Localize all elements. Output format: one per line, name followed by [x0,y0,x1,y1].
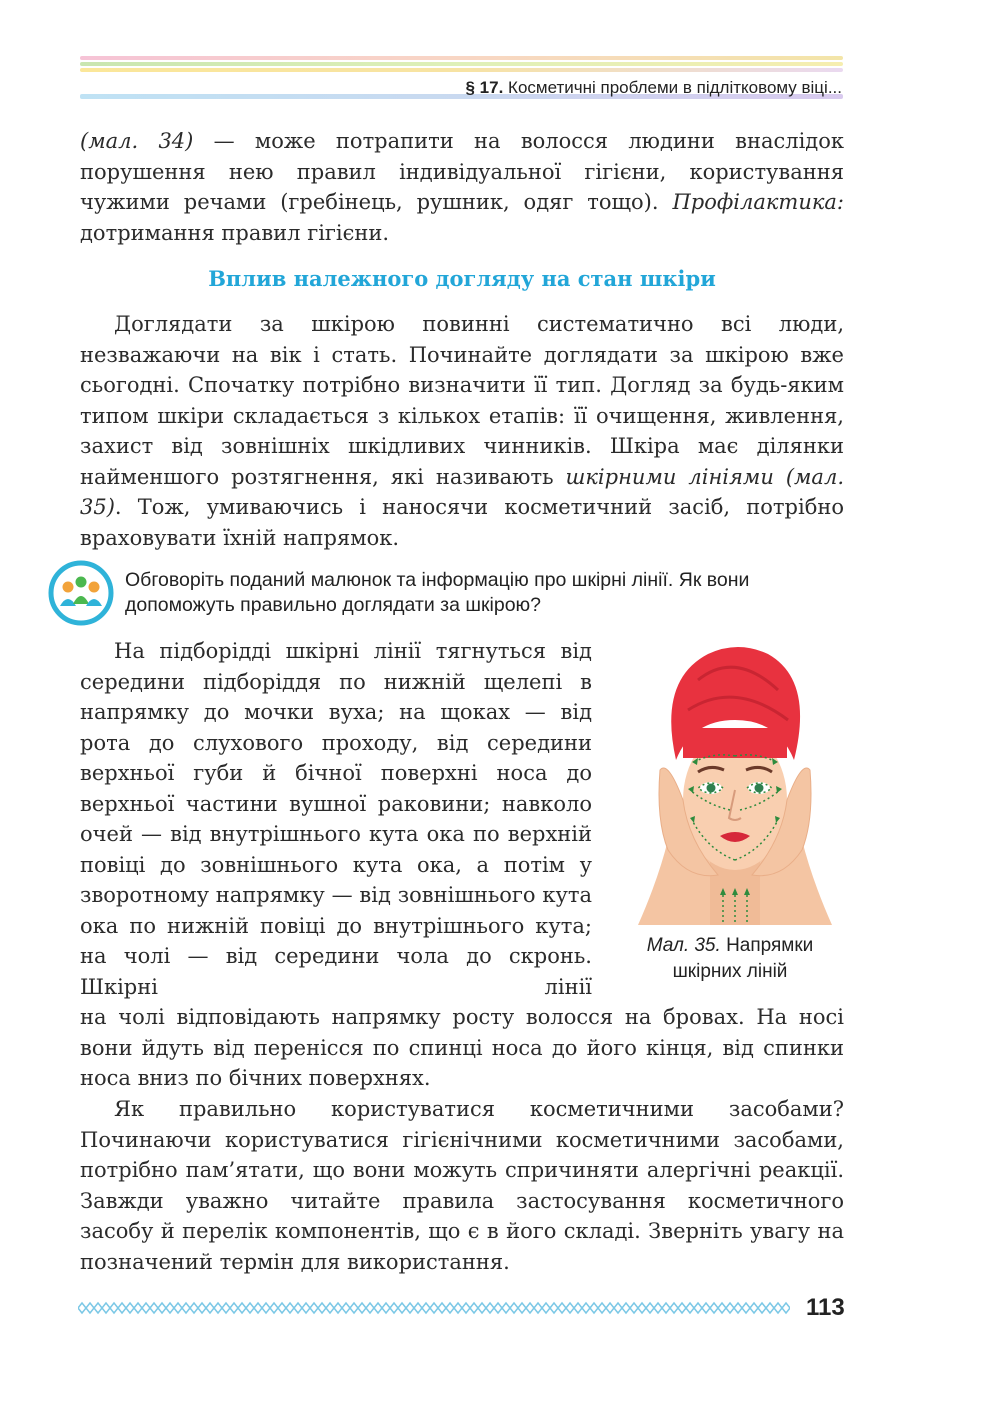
face-skin-lines-illustration [628,640,842,925]
paragraph-2: Доглядати за шкірою повинні систематично всі люди, незважаючи на вік і стать. Починайте доглядати за шкірою вже сьогодні. Спочатку потрібно визначити її тип. Догляд за будь-яким типом шкіри складається з кількох етапів: її очищення, живлення, захист від зовнішніх шкідливих чинників. Шкіра має ділянки найменшого розтягнення, які називають шкірними лініями (мал. 35). Тож, умиваючись і наносячи косметичний засіб, потрібно враховувати їхній напрямок. [80,312,844,550]
running-header [466,78,843,98]
section-title: Косметичні проблеми в підлітковому віці... [508,78,842,97]
paragraph-3-continued: на чолі відповідають напрямку росту волосся на бровах. На носі вони йдуть від перенісся по спинці носа до його кінця, від спинки носа вниз по бічних поверхнях. [80,1005,844,1090]
group-discussion-icon [48,560,114,626]
footer-wave-decoration [78,1301,790,1315]
paragraph-1: (мал. 34) — може потрапити на волосся людини внаслідок порушення нею правил індивідуальної гігієни, користування чужими речами (гребінець, рушник, одяг тощо). Профілактика: дотримання правил гігієни. [80,129,844,245]
discussion-block [48,560,848,630]
section-number: § 17. [465,78,504,97]
page-number: 113 [806,1294,845,1321]
skin-lines-term: шкірними лініями (мал. 35) [80,464,844,519]
figure-ref-34: (мал. 34) [80,129,194,153]
figure-label: Мал. 35. [646,935,721,956]
paragraph-3-wrapped: На підборідді шкірні лінії тягнуться від середини підборіддя по нижній щелепі в напрямку до мочки вуха; на щоках — від рота до слухового проходу, від середини верхньої губи й бічної поверхні носа до верхньої частини вушної раковини; навколо очей — від внутрішнього кута ока по верхній повіці до зовнішнього кута ока, а потім у зворотному напрямку — від зовнішнього кута ока по нижній повіці до внутрішнього кута; на чолі — від середини чола до скронь. Шкірні лінії [80,639,592,999]
prevention-label: Профілактика: [672,190,844,214]
discussion-text: Обговоріть поданий малюнок та інформацію про шкірні лінії. Як вони допоможуть правильно доглядати за шкірою? [125,569,750,616]
section-heading: Вплив належного догляду на стан шкіри [208,266,716,291]
paragraph-4: Як правильно користуватися косметичними засобами? Починаючи користуватися гігієнічними косметичними засобами, потрібно пам’ятати, що вони можуть спричиняти алергічні реакції. Завжди уважно читайте правила застосування косметичного засобу й перелік компонентів, що є в його складі. Зверніть увагу на позначений термін для використання. [80,1097,844,1274]
figure-caption: Мал. 35. Напрямки шкірних ліній [646,935,814,982]
